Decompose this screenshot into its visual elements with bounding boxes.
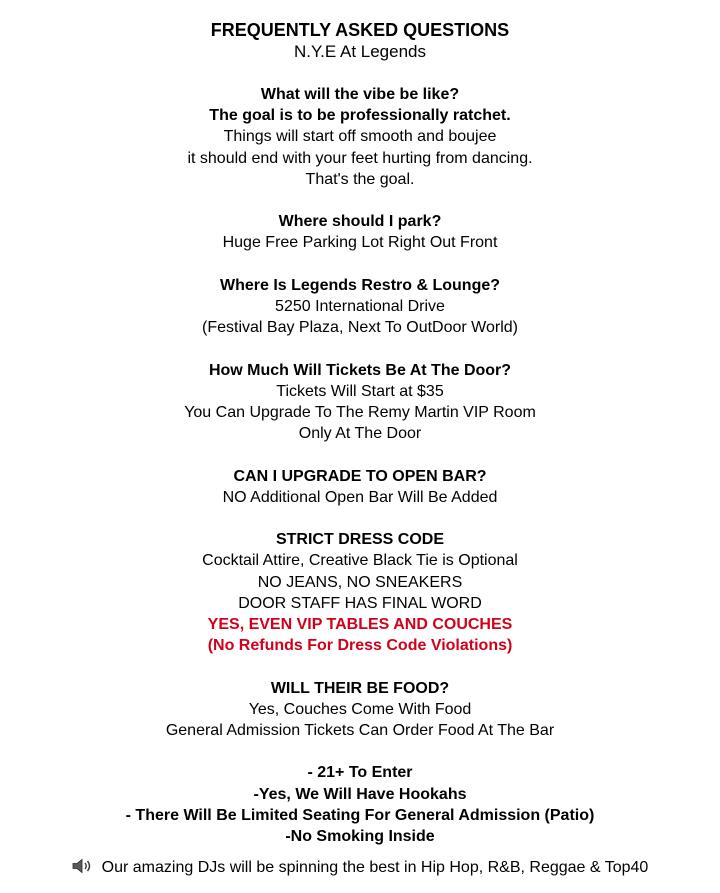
faq-answer-line: Tickets Will Start at $35 xyxy=(276,382,444,400)
spacer xyxy=(0,656,720,677)
spacer xyxy=(0,254,720,275)
note-item: -No Smoking Inside xyxy=(285,828,435,845)
spacer xyxy=(0,444,720,465)
faq-question: How Much Will Tickets Be At The Door? xyxy=(208,361,512,379)
faq-question: Where should I park? xyxy=(278,213,442,231)
page-title: FREQUENTLY ASKED QUESTIONS xyxy=(210,20,510,40)
dress-code-warning: YES, EVEN VIP TABLES AND COUCHES xyxy=(207,616,513,633)
faq-answer-line: NO Additional Open Bar Will Be Added xyxy=(222,488,498,506)
spacer xyxy=(0,190,720,211)
spacer xyxy=(0,62,720,84)
faq-open-bar xyxy=(0,466,720,508)
faq-location xyxy=(0,275,720,339)
faq-question: STRICT DRESS CODE xyxy=(275,531,444,549)
faq-answer-line: General Admission Tickets Can Order Food At The Bar xyxy=(165,722,555,739)
speaker-icon xyxy=(72,858,94,874)
faq-food xyxy=(0,678,720,742)
page-subtitle: N.Y.E At Legends xyxy=(293,42,426,61)
faq-answer-line: NO JEANS, NO SNEAKERS xyxy=(257,573,463,591)
faq-answer-line: Only At The Door xyxy=(298,425,422,443)
faq-answer-line: Yes, Couches Come With Food xyxy=(248,700,472,718)
footer-text: Our amazing DJs will be spinning the best in Hip Hop, R&B, Reggae & Top40 xyxy=(101,859,649,877)
faq-answer-line: 5250 International Drive xyxy=(275,298,445,315)
faq-answer-line: Cocktail Attire, Creative Black Tie is Optional xyxy=(202,552,518,570)
dj-footer xyxy=(0,857,720,879)
spacer xyxy=(0,741,720,762)
faq-question: Where Is Legends Restro & Lounge? xyxy=(219,276,501,294)
faq-question: CAN I UPGRADE TO OPEN BAR? xyxy=(233,467,487,485)
faq-question: WILL THEIR BE FOOD? xyxy=(270,679,450,697)
event-notes xyxy=(0,762,720,847)
faq-answer-line: Huge Free Parking Lot Right Out Front xyxy=(222,234,498,252)
faq-dress-code xyxy=(0,529,720,656)
note-item: - 21+ To Enter xyxy=(307,764,413,782)
faq-answer-line: Things will start off smooth and boujee xyxy=(223,128,497,146)
faq-highlight: The goal is to be professionally ratchet. xyxy=(209,107,511,125)
dress-code-warning: (No Refunds For Dress Code Violations) xyxy=(207,637,513,655)
faq-parking xyxy=(0,211,720,253)
note-item: - There Will Be Limited Seating For General Admission (Patio) xyxy=(125,806,595,824)
faq-question: What will the vibe be like? xyxy=(260,86,460,103)
faq-answer-line: You Can Upgrade To The Remy Martin VIP Room xyxy=(184,404,536,421)
faq-answer-line: DOOR STAFF HAS FINAL WORD xyxy=(238,594,482,612)
faq-tickets xyxy=(0,360,720,445)
faq-answer-line: it should end with your feet hurting from dancing. xyxy=(187,149,533,167)
faq-answer-line: (Festival Bay Plaza, Next To OutDoor World) xyxy=(202,319,518,337)
note-item: -Yes, We Will Have Hookahs xyxy=(253,785,467,803)
spacer xyxy=(0,508,720,529)
faq-vibe xyxy=(0,84,720,190)
faq-answer-line: That's the goal. xyxy=(305,170,415,188)
spacer xyxy=(0,338,720,359)
